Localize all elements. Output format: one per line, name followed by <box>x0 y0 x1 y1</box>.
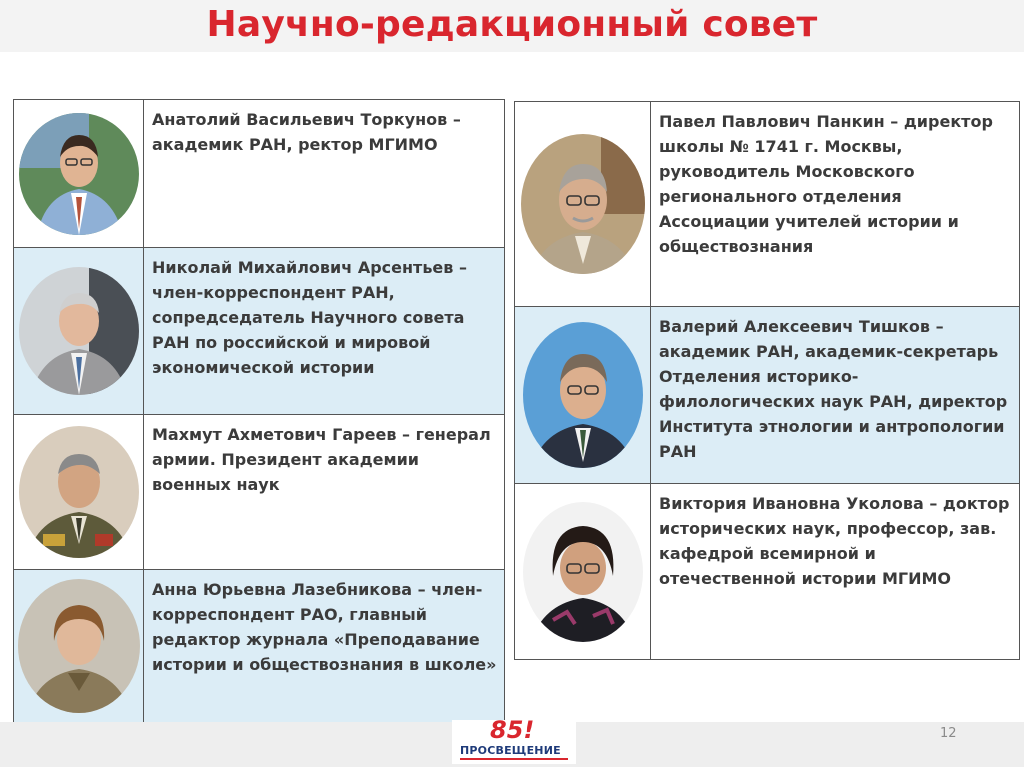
logo-anniversary-number: 85! <box>490 716 535 744</box>
man-portrait-icon <box>521 134 645 274</box>
member-bio: Анатолий Васильевич Торкунов – академик РАН, ректор МГИМО <box>144 100 505 248</box>
member-row <box>515 307 1020 484</box>
member-row <box>14 570 505 723</box>
photo-cell <box>515 307 651 484</box>
member-bio: Павел Павлович Панкин – директор школы № 1741 г. Москвы, руководитель Московского регионального отделения Ассоциации учителей истории и обществознания <box>651 102 1020 307</box>
member-bio: Виктория Ивановна Уколова – доктор исторических наук, профессор, зав. кафедрой всемирной и отечественной истории МГИМО <box>651 484 1020 660</box>
photo-cell <box>515 102 651 307</box>
member-row <box>14 415 505 570</box>
man-portrait-icon <box>19 267 139 395</box>
logo-underline <box>460 758 568 760</box>
member-bio: Махмут Ахметович Гареев – генерал армии. Президент академии военных наук <box>144 415 505 570</box>
prosveshchenie-logo <box>452 716 576 764</box>
slide-title: Научно-редакционный совет <box>206 4 818 45</box>
photo-cell <box>14 248 144 415</box>
woman-portrait-icon <box>523 502 643 642</box>
photo-cell <box>14 570 144 723</box>
member-bio: Валерий Алексеевич Тишков – академик РАН, академик-секретарь Отделения историко-филологических наук РАН, директор Института этнологии и антропологии РАН <box>651 307 1020 484</box>
photo-cell <box>515 484 651 660</box>
photo-cell <box>14 100 144 248</box>
logo-publisher-name: ПРОСВЕЩЕНИЕ <box>460 744 561 757</box>
right-members-table <box>514 101 1020 660</box>
page-number: 12 <box>940 726 957 741</box>
member-bio: Николай Михайлович Арсентьев – член-корреспондент РАН, сопредседатель Научного совета РАН по российской и мировой экономической истории <box>144 248 505 415</box>
left-members-table <box>13 99 505 723</box>
member-row <box>515 102 1020 307</box>
man-portrait-icon <box>523 322 643 468</box>
member-row <box>14 100 505 248</box>
member-row <box>14 248 505 415</box>
photo-cell <box>14 415 144 570</box>
member-bio: Анна Юрьевна Лазебникова – член-корреспондент РАО, главный редактор журнала «Преподавание истории и обществознания в школе» <box>144 570 505 723</box>
general-portrait-icon <box>19 426 139 558</box>
woman-portrait-icon <box>18 579 140 713</box>
man-portrait-icon <box>19 113 139 235</box>
member-row <box>515 484 1020 660</box>
